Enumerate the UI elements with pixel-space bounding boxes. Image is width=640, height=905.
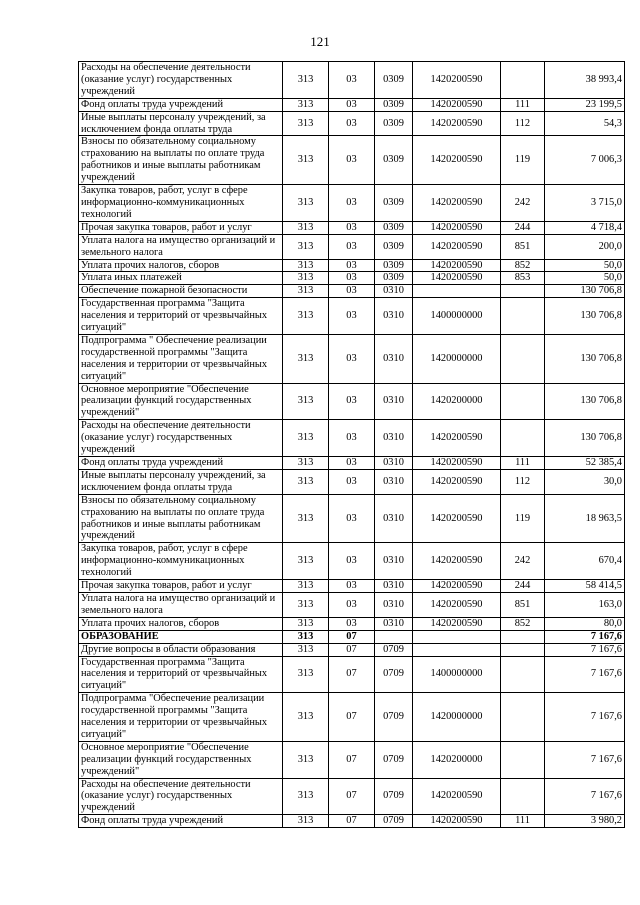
row-subsection: 0310 <box>375 298 413 335</box>
table-row <box>79 630 625 643</box>
row-subsection: 0309 <box>375 234 413 259</box>
row-name: Расходы на обеспечение деятельности (оказание услуг) государственных учреждений <box>79 778 283 815</box>
row-expense-type: 112 <box>501 469 545 494</box>
row-section: 07 <box>329 630 375 643</box>
table-row <box>79 221 625 234</box>
row-expense-type: 111 <box>501 815 545 828</box>
row-amount: 23 199,5 <box>545 98 625 111</box>
row-kvsr: 313 <box>283 221 329 234</box>
row-section: 03 <box>329 136 375 185</box>
row-kvsr: 313 <box>283 285 329 298</box>
row-name: Фонд оплаты труда учреждений <box>79 815 283 828</box>
table-body <box>79 62 625 828</box>
row-name: Взносы по обязательному социальному страхованию на выплаты по оплате труда работников и иные выплаты работникам учреждений <box>79 494 283 543</box>
row-kvsr: 313 <box>283 136 329 185</box>
row-subsection: 0310 <box>375 334 413 383</box>
table-row <box>79 656 625 693</box>
row-kvsr: 313 <box>283 272 329 285</box>
row-expense-type <box>501 334 545 383</box>
row-amount: 58 414,5 <box>545 580 625 593</box>
row-kvsr: 313 <box>283 741 329 778</box>
row-target-article: 1420000000 <box>413 693 501 742</box>
row-target-article <box>413 630 501 643</box>
row-amount: 130 706,8 <box>545 420 625 457</box>
row-kvsr: 313 <box>283 693 329 742</box>
row-amount: 54,3 <box>545 111 625 136</box>
table-row <box>79 815 625 828</box>
table-row <box>79 469 625 494</box>
row-subsection: 0309 <box>375 136 413 185</box>
row-amount: 50,0 <box>545 259 625 272</box>
row-amount: 130 706,8 <box>545 285 625 298</box>
row-kvsr: 313 <box>283 815 329 828</box>
row-expense-type: 242 <box>501 185 545 222</box>
row-target-article: 1420200590 <box>413 272 501 285</box>
row-target-article: 1420200000 <box>413 741 501 778</box>
row-target-article: 1420200590 <box>413 62 501 99</box>
row-subsection: 0310 <box>375 617 413 630</box>
row-name: Расходы на обеспечение деятельности (оказание услуг) государственных учреждений <box>79 62 283 99</box>
row-name: Закупка товаров, работ, услуг в сфере информационно-коммуникационных технологий <box>79 543 283 580</box>
table-row <box>79 494 625 543</box>
row-name: Уплата налога на имущество организаций и земельного налога <box>79 234 283 259</box>
row-expense-type <box>501 643 545 656</box>
row-subsection: 0310 <box>375 580 413 593</box>
row-expense-type <box>501 298 545 335</box>
row-target-article: 1420200000 <box>413 383 501 420</box>
row-subsection: 0709 <box>375 656 413 693</box>
row-amount: 4 718,4 <box>545 221 625 234</box>
row-section: 03 <box>329 457 375 470</box>
row-kvsr: 313 <box>283 98 329 111</box>
table-row <box>79 185 625 222</box>
table-row <box>79 334 625 383</box>
row-section: 03 <box>329 111 375 136</box>
row-section: 03 <box>329 494 375 543</box>
row-kvsr: 313 <box>283 185 329 222</box>
row-expense-type: 244 <box>501 221 545 234</box>
row-subsection: 0309 <box>375 272 413 285</box>
row-subsection: 0709 <box>375 778 413 815</box>
row-section: 07 <box>329 778 375 815</box>
row-section: 03 <box>329 272 375 285</box>
row-section: 03 <box>329 580 375 593</box>
table-row <box>79 272 625 285</box>
row-amount: 670,4 <box>545 543 625 580</box>
row-section: 03 <box>329 259 375 272</box>
row-name: Прочая закупка товаров, работ и услуг <box>79 580 283 593</box>
row-section: 03 <box>329 62 375 99</box>
row-subsection: 0310 <box>375 457 413 470</box>
row-section: 07 <box>329 693 375 742</box>
row-kvsr: 313 <box>283 656 329 693</box>
row-expense-type <box>501 741 545 778</box>
page-number: 121 <box>310 34 330 49</box>
row-amount: 163,0 <box>545 592 625 617</box>
row-name: Подпрограмма "Обеспечение реализации государственной программы "Защита населения и территории от чрезвычайных ситуаций" <box>79 693 283 742</box>
row-target-article: 1420200590 <box>413 815 501 828</box>
table-row <box>79 617 625 630</box>
row-kvsr: 313 <box>283 383 329 420</box>
row-section: 03 <box>329 98 375 111</box>
row-kvsr: 313 <box>283 592 329 617</box>
row-name: Иные выплаты персоналу учреждений, за исключением фонда оплаты труда <box>79 111 283 136</box>
row-name: Государственная программа "Защита населения и территорий от чрезвычайных ситуаций" <box>79 656 283 693</box>
row-expense-type: 119 <box>501 494 545 543</box>
row-section: 03 <box>329 185 375 222</box>
row-target-article: 1420200590 <box>413 420 501 457</box>
row-target-article: 1400000000 <box>413 298 501 335</box>
row-section: 03 <box>329 234 375 259</box>
row-target-article: 1420200590 <box>413 580 501 593</box>
table-row <box>79 285 625 298</box>
row-target-article: 1420200590 <box>413 617 501 630</box>
budget-table <box>78 61 625 828</box>
row-subsection: 0709 <box>375 643 413 656</box>
row-subsection: 0310 <box>375 469 413 494</box>
row-target-article: 1420200590 <box>413 592 501 617</box>
row-amount: 7 167,6 <box>545 656 625 693</box>
row-amount: 200,0 <box>545 234 625 259</box>
row-kvsr: 313 <box>283 469 329 494</box>
row-target-article: 1420200590 <box>413 221 501 234</box>
row-name: Подпрограмма " Обеспечение реализации государственной программы "Защита населения и территории от чрезвычайных ситуаций" <box>79 334 283 383</box>
row-name: Уплата иных платежей <box>79 272 283 285</box>
row-target-article <box>413 643 501 656</box>
row-expense-type: 852 <box>501 259 545 272</box>
row-section: 03 <box>329 334 375 383</box>
row-name: Расходы на обеспечение деятельности (оказание услуг) государственных учреждений <box>79 420 283 457</box>
row-amount: 130 706,8 <box>545 383 625 420</box>
row-kvsr: 313 <box>283 778 329 815</box>
row-target-article: 1420200590 <box>413 259 501 272</box>
row-target-article: 1400000000 <box>413 656 501 693</box>
row-name: Уплата прочих налогов, сборов <box>79 259 283 272</box>
row-target-article: 1420200590 <box>413 543 501 580</box>
row-target-article <box>413 285 501 298</box>
row-subsection: 0309 <box>375 111 413 136</box>
row-subsection: 0309 <box>375 259 413 272</box>
row-kvsr: 313 <box>283 580 329 593</box>
row-section: 03 <box>329 469 375 494</box>
row-section: 07 <box>329 643 375 656</box>
row-kvsr: 313 <box>283 543 329 580</box>
row-expense-type: 852 <box>501 617 545 630</box>
row-expense-type <box>501 656 545 693</box>
row-expense-type: 111 <box>501 457 545 470</box>
row-target-article: 1420200590 <box>413 98 501 111</box>
row-section: 03 <box>329 221 375 234</box>
row-section: 07 <box>329 815 375 828</box>
row-expense-type: 112 <box>501 111 545 136</box>
row-kvsr: 313 <box>283 494 329 543</box>
row-subsection: 0310 <box>375 383 413 420</box>
row-subsection: 0709 <box>375 815 413 828</box>
row-name: Взносы по обязательному социальному страхованию на выплаты по оплате труда работников и иные выплаты работникам учреждений <box>79 136 283 185</box>
row-amount: 18 963,5 <box>545 494 625 543</box>
row-expense-type: 853 <box>501 272 545 285</box>
row-name: Уплата прочих налогов, сборов <box>79 617 283 630</box>
row-amount: 7 167,6 <box>545 741 625 778</box>
row-subsection: 0709 <box>375 693 413 742</box>
row-section: 03 <box>329 420 375 457</box>
row-section: 03 <box>329 592 375 617</box>
row-kvsr: 313 <box>283 298 329 335</box>
row-amount: 7 167,6 <box>545 630 625 643</box>
row-section: 03 <box>329 298 375 335</box>
row-expense-type: 111 <box>501 98 545 111</box>
row-kvsr: 313 <box>283 111 329 136</box>
row-amount: 130 706,8 <box>545 334 625 383</box>
row-amount: 50,0 <box>545 272 625 285</box>
row-expense-type <box>501 285 545 298</box>
table-row <box>79 136 625 185</box>
table-row <box>79 592 625 617</box>
row-expense-type <box>501 693 545 742</box>
row-amount: 7 006,3 <box>545 136 625 185</box>
row-expense-type <box>501 630 545 643</box>
row-expense-type <box>501 383 545 420</box>
table-row <box>79 420 625 457</box>
row-expense-type: 244 <box>501 580 545 593</box>
row-subsection <box>375 630 413 643</box>
row-kvsr: 313 <box>283 420 329 457</box>
row-section: 07 <box>329 741 375 778</box>
row-target-article: 1420000000 <box>413 334 501 383</box>
table-row <box>79 62 625 99</box>
row-amount: 7 167,6 <box>545 693 625 742</box>
table-row <box>79 643 625 656</box>
row-target-article: 1420200590 <box>413 136 501 185</box>
row-amount: 52 385,4 <box>545 457 625 470</box>
table-row <box>79 383 625 420</box>
table-row <box>79 693 625 742</box>
row-target-article: 1420200590 <box>413 457 501 470</box>
row-kvsr: 313 <box>283 617 329 630</box>
table-row <box>79 259 625 272</box>
row-section: 03 <box>329 543 375 580</box>
table-row <box>79 111 625 136</box>
row-section: 07 <box>329 656 375 693</box>
row-subsection: 0309 <box>375 62 413 99</box>
row-section: 03 <box>329 383 375 420</box>
row-target-article: 1420200590 <box>413 234 501 259</box>
row-kvsr: 313 <box>283 62 329 99</box>
row-kvsr: 313 <box>283 334 329 383</box>
table-row <box>79 298 625 335</box>
row-name: Фонд оплаты труда учреждений <box>79 98 283 111</box>
row-expense-type: 242 <box>501 543 545 580</box>
row-amount: 30,0 <box>545 469 625 494</box>
table-row <box>79 580 625 593</box>
row-name: Основное мероприятие "Обеспечение реализации функций государственных учреждений" <box>79 741 283 778</box>
row-subsection: 0310 <box>375 420 413 457</box>
row-target-article: 1420200590 <box>413 185 501 222</box>
row-name: Закупка товаров, работ, услуг в сфере информационно-коммуникационных технологий <box>79 185 283 222</box>
row-subsection: 0709 <box>375 741 413 778</box>
row-target-article: 1420200590 <box>413 111 501 136</box>
row-subsection: 0309 <box>375 98 413 111</box>
row-kvsr: 313 <box>283 259 329 272</box>
row-target-article: 1420200590 <box>413 494 501 543</box>
row-target-article: 1420200590 <box>413 778 501 815</box>
row-name: Фонд оплаты труда учреждений <box>79 457 283 470</box>
row-expense-type: 851 <box>501 234 545 259</box>
row-expense-type: 851 <box>501 592 545 617</box>
row-subsection: 0310 <box>375 592 413 617</box>
table-row <box>79 741 625 778</box>
row-kvsr: 313 <box>283 234 329 259</box>
row-name: Государственная программа "Защита населения и территорий от чрезвычайных ситуаций" <box>79 298 283 335</box>
table-row <box>79 234 625 259</box>
row-name: Другие вопросы в области образования <box>79 643 283 656</box>
row-name: Обеспечение пожарной безопасности <box>79 285 283 298</box>
row-amount: 80,0 <box>545 617 625 630</box>
row-amount: 130 706,8 <box>545 298 625 335</box>
row-name: Уплата налога на имущество организаций и земельного налога <box>79 592 283 617</box>
row-subsection: 0310 <box>375 543 413 580</box>
row-subsection: 0310 <box>375 285 413 298</box>
row-expense-type <box>501 62 545 99</box>
table-row <box>79 543 625 580</box>
row-subsection: 0309 <box>375 185 413 222</box>
row-amount: 7 167,6 <box>545 643 625 656</box>
row-amount: 3 980,2 <box>545 815 625 828</box>
row-kvsr: 313 <box>283 457 329 470</box>
row-amount: 3 715,0 <box>545 185 625 222</box>
row-section: 03 <box>329 285 375 298</box>
row-kvsr: 313 <box>283 643 329 656</box>
row-subsection: 0309 <box>375 221 413 234</box>
row-amount: 7 167,6 <box>545 778 625 815</box>
row-expense-type: 119 <box>501 136 545 185</box>
row-name: ОБРАЗОВАНИЕ <box>79 630 283 643</box>
row-name: Основное мероприятие "Обеспечение реализации функций государственных учреждений" <box>79 383 283 420</box>
row-amount: 38 993,4 <box>545 62 625 99</box>
row-expense-type <box>501 420 545 457</box>
row-expense-type <box>501 778 545 815</box>
row-subsection: 0310 <box>375 494 413 543</box>
table-row <box>79 457 625 470</box>
row-name: Прочая закупка товаров, работ и услуг <box>79 221 283 234</box>
row-section: 03 <box>329 617 375 630</box>
row-target-article: 1420200590 <box>413 469 501 494</box>
table-row <box>79 778 625 815</box>
row-name: Иные выплаты персоналу учреждений, за исключением фонда оплаты труда <box>79 469 283 494</box>
row-kvsr: 313 <box>283 630 329 643</box>
table-row <box>79 98 625 111</box>
